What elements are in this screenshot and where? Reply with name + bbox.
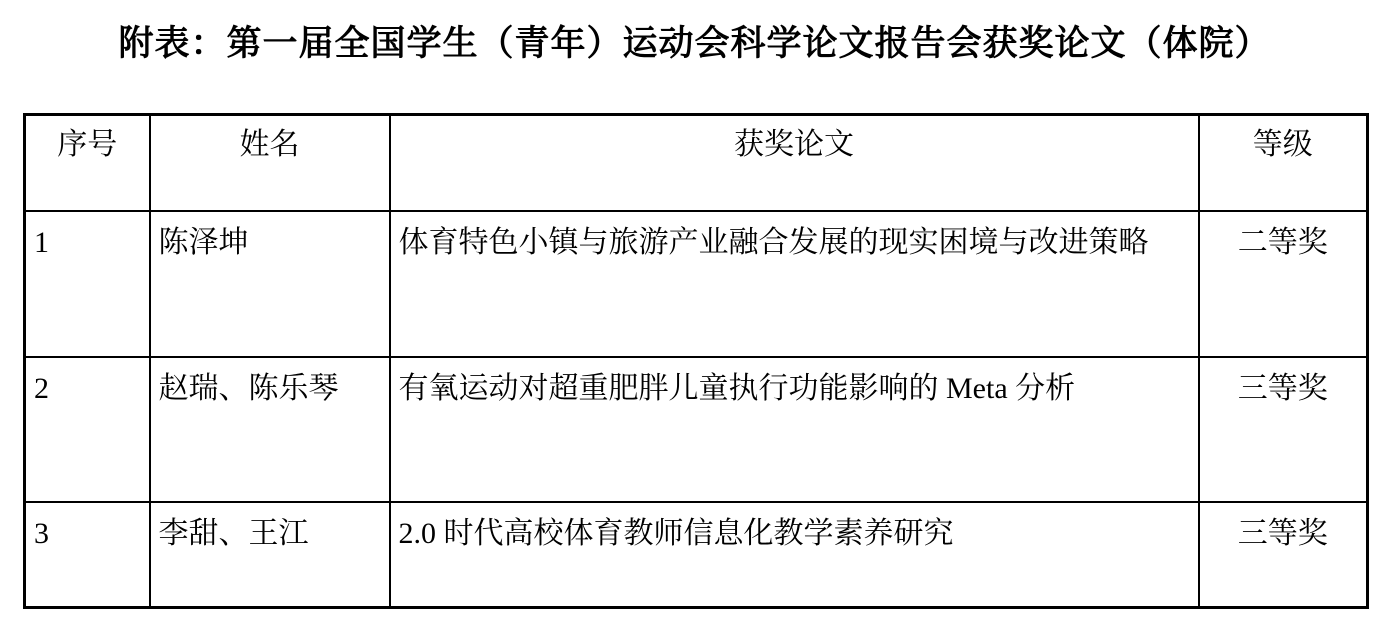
row-paper-cell: 2.0 时代高校体育教师信息化教学素养研究 [390,502,1199,608]
col-header-award: 等级 [1199,115,1368,212]
row-paper-cell: 有氧运动对超重肥胖儿童执行功能影响的 Meta 分析 [390,357,1199,502]
row-no-cell: 2 [25,357,150,502]
row-award-cell: 三等奖 [1199,502,1368,608]
document-title: 附表：第一届全国学生（青年）运动会科学论文报告会获奖论文（体院） [118,24,1271,63]
row-award-cell: 二等奖 [1199,211,1368,357]
row-award-cell: 三等奖 [1199,357,1368,502]
col-header-no: 序号 [25,115,150,212]
table-row [25,357,1368,502]
row-no-cell: 1 [25,211,150,357]
row-name-cell: 李甜、王江 [150,502,390,608]
col-header-paper: 获奖论文 [390,115,1199,212]
awards-table [23,113,1369,609]
table-header-row [25,115,1368,212]
col-header-name: 姓名 [150,115,390,212]
row-name-cell: 陈泽坤 [150,211,390,357]
row-no-cell: 3 [25,502,150,608]
row-name-cell: 赵瑞、陈乐琴 [150,357,390,502]
row-paper-cell: 体育特色小镇与旅游产业融合发展的现实困境与改进策略 [390,211,1199,357]
table-row [25,502,1368,608]
table-row [25,211,1368,357]
